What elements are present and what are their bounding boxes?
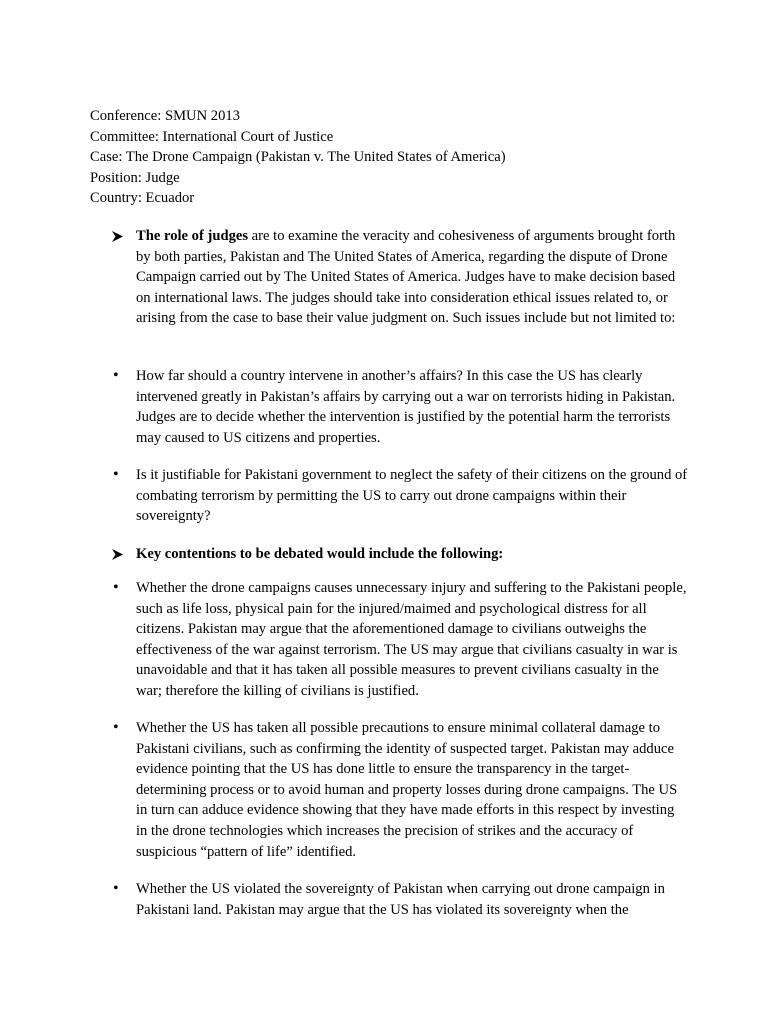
position-line: Position: Judge (90, 169, 180, 186)
case-line: Case: The Drone Campaign (Pakistan v. The United States of America) (90, 149, 506, 166)
key-contentions-heading-text: Key contentions to be debated would include the following: (136, 546, 504, 562)
committee-line: Committee: International Court of Justice (90, 128, 334, 145)
document-header (90, 106, 506, 209)
conference-line: Conference: SMUN 2013 (90, 108, 240, 124)
list-item (113, 718, 688, 862)
arrowhead-bullet-icon (112, 544, 130, 560)
contention-injury-text: Whether the drone campaigns causes unnecessary injury and suffering to the Pakistani people, such as life loss, physical pain for the injured/maimed and psychological distress for all citizens. Pakistan may argue that the aforementioned damage to civilians outweighs the effectiveness of the war against terrorism. The US may argue that civilians casualty in war is unavoidable and that it has taken all possible measures to prevent civilians casualty in the war; therefore the killing of civilians is justified. (136, 580, 687, 699)
contention-sovereignty-text: Whether the US violated the sovereignty of Pakistan when carrying out drone campaign in Pakistani land. Pakistan may argue that the US has violated its sovereignty when the (136, 881, 665, 918)
key-contentions-heading (136, 544, 688, 565)
arrowhead-bullet-icon (112, 226, 130, 242)
list-item (113, 366, 688, 448)
issue-intervention-text: How far should a country intervene in another’s affairs? In this case the US has clearly intervened greatly in Pakistan’s affairs by carrying out a war on terrorists hiding in Pakistan. Judges are to decide whether the intervention is justified by the potential harm the terrorists may caused to US citizens and properties. (136, 368, 676, 446)
role-of-judges-lead: The role of judges (136, 228, 249, 244)
issue-safety-text: Is it justifiable for Pakistani government to neglect the safety of their citizens on the ground of combating terrorism by permitting the US to carry out drone campaigns within their sovereignty? (136, 467, 688, 525)
bullet-icon: • (113, 579, 119, 596)
bullet-icon: • (113, 719, 119, 736)
list-item (113, 879, 688, 920)
bullet-icon: • (113, 466, 119, 483)
bullet-icon: • (113, 880, 119, 897)
bullet-icon: • (113, 367, 119, 384)
list-item (113, 465, 688, 527)
role-of-judges-paragraph (136, 226, 688, 329)
list-item (113, 578, 688, 702)
role-of-judges-text: are to examine the veracity and cohesiveness of arguments brought forth by both parties, Pakistan and The United States of America, regarding the dispute of Drone Campaign carried out by The United States of America. Judges have to make decision based on international laws. The judges should take into consideration ethical issues related to, or arising from the case to base their value judgment on. Such issues include but not limited to: (136, 228, 676, 327)
contention-precautions-text: Whether the US has taken all possible precautions to ensure minimal collateral damage to Pakistani civilians, such as confirming the identity of suspected target. Pakistan may adduce evidence pointing that the US has done little to ensure the transparency in the target-determining process or to avoid human and property losses during drone campaigns. The US in turn can adduce evidence showing that they have made efforts in this respect by investing in the drone technologies which increases the precision of strikes and the accuracy of suspicious “pattern of life” identified. (136, 720, 678, 860)
country-line: Country: Ecuador (90, 190, 195, 207)
